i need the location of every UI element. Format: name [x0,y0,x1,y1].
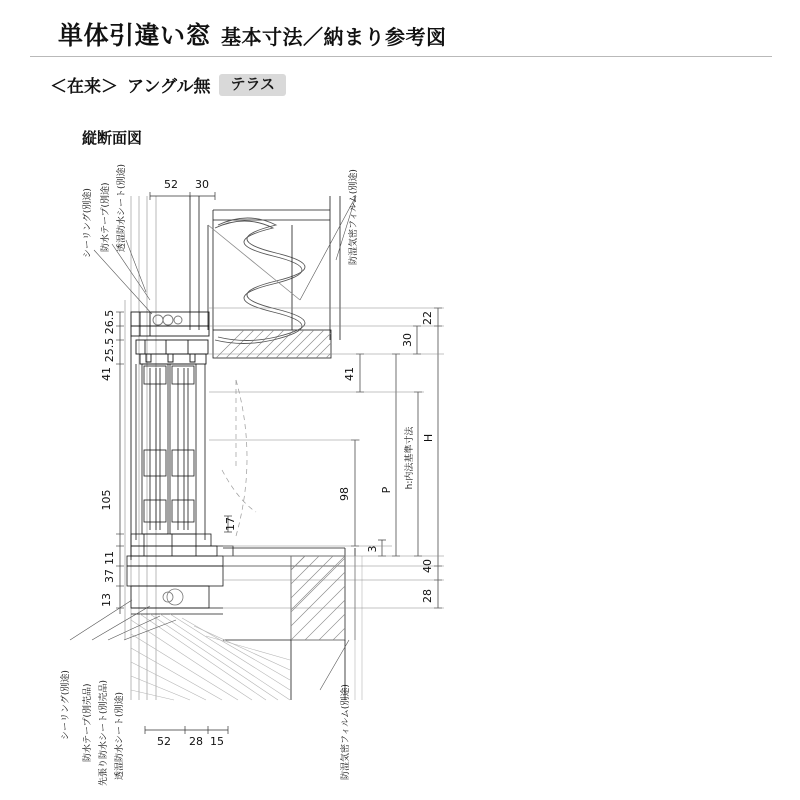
subheader-kind: ＜在来＞ [50,77,118,97]
upper-structure [190,196,340,358]
wall-outline [125,196,156,700]
dim-left-25-5: 25.5 [103,337,116,363]
dim-inner-17: 17 [224,517,237,531]
construction-arc [222,380,256,536]
label-vapor-film-bottom: 防湿気密フィルム(別途) [341,684,351,780]
leader-lines-bottom [70,600,349,690]
dim-left-105: 105 [100,489,113,511]
leader-labels-top [81,164,359,265]
dim-bottom-52: 52 [157,735,171,748]
leader-labels-bottom [59,670,351,786]
dim-inner-3: 3 [366,545,379,553]
subheader-angle: アングル無 [127,77,211,97]
dim-bottom-28: 28 [189,735,203,748]
dim-left-37: 37 [103,569,116,583]
dim-right-40: 40 [421,559,434,573]
dim-top-52: 52 [164,178,178,191]
membrane-region [131,614,290,700]
dim-right-P: P [380,486,393,494]
dim-right-h-note: h:内法基準寸法 [405,426,415,490]
dim-right-22: 22 [421,311,434,325]
dim-inner-41: 41 [343,367,356,381]
label-sealing-bottom: シーリング(別途) [61,670,71,740]
title-main: 単体引違い窓 [58,21,212,50]
section-label: 縦断面図 [82,129,143,147]
dim-left-41: 41 [100,367,113,381]
dimension-lines [116,192,444,734]
sash-glazing [131,336,205,560]
label-waterproof-tape-top: 防水テープ(別途) [101,182,111,252]
dim-inner-98: 98 [338,487,351,501]
insulation-symbol [215,218,305,344]
label-waterproof-tape-bottom: 防水テープ(別売品) [83,683,93,762]
label-vapor-film-top: 防湿気密フィルム(別途) [349,169,359,265]
dim-bottom-15: 15 [210,735,224,748]
dim-right-H: H [422,433,435,443]
dim-right-28: 28 [421,589,434,603]
dim-top-30: 30 [195,178,209,191]
label-sealing-top: シーリング(別途) [83,188,93,258]
leader-lines-top [94,196,356,314]
label-breather-sheet-top: 透湿防水シート(別途) [117,163,127,252]
dim-right-30: 30 [401,333,414,347]
dim-left-26-5: 26.5 [103,309,116,335]
label-breather-sheet-bottom: 透湿防水シート(別途) [115,691,125,780]
dim-left-11: 11 [103,551,116,565]
status-badge: テラス [219,74,286,96]
label-pre-flashing-sheet: 先張り防水シート(別売品) [99,679,109,786]
dim-left-13: 13 [100,593,113,607]
title-sub: 基本寸法／納まり参考図 [221,25,447,49]
window-head-frame [131,312,209,364]
